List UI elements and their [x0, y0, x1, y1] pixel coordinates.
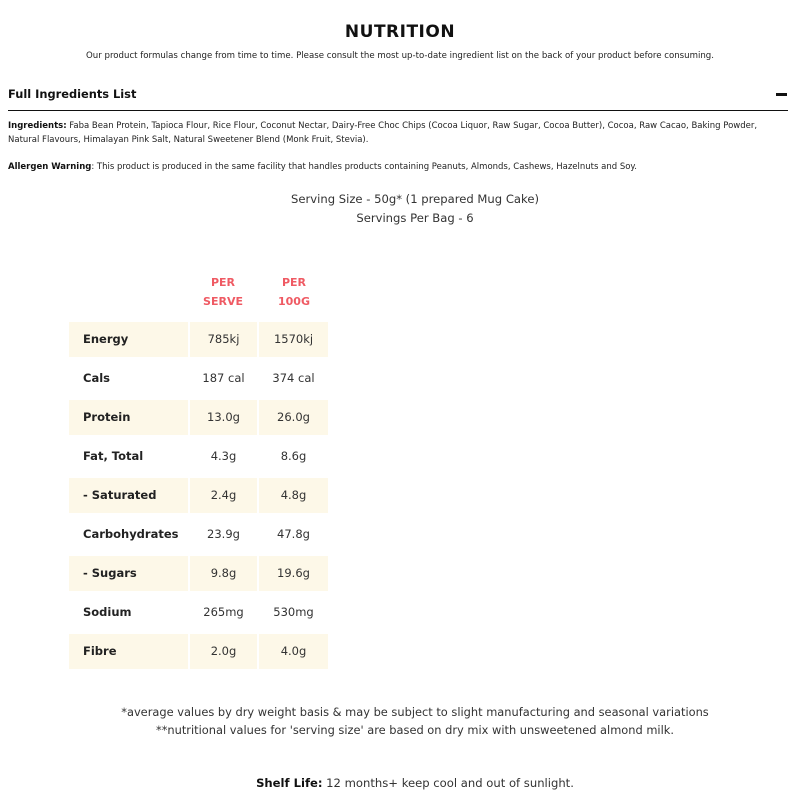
nutrient-name: Carbohydrates	[83, 527, 179, 541]
nutrient-name: - Sugars	[69, 556, 188, 591]
per-serve-value: 785kj	[190, 322, 257, 357]
ingredients-text: Faba Bean Protein, Tapioca Flour, Rice Flour, Coconut Nectar, Dairy-Free Choc Chips (Cocoa Liquor, Raw Sugar, Cocoa Butter), Cocoa, Raw Cacao, Baking Powder, Natural Flavours, Himalayan Pink Salt, Natural Sweetener Blend (Monk Fruit, Stevia).	[8, 121, 758, 145]
per-serve-value: 9.8g	[190, 556, 257, 591]
table-row	[69, 632, 328, 671]
table-row	[69, 359, 328, 398]
per-serve-value: 4.3g	[210, 449, 237, 463]
per-serve-value: 265mg	[203, 605, 244, 619]
column-header-line: 100G	[278, 295, 310, 308]
column-header-per-100g	[259, 273, 329, 311]
table-row	[69, 554, 328, 593]
servings-per-bag: Servings Per Bag - 6	[356, 211, 474, 225]
accordion-title: Full Ingredients List	[8, 87, 137, 101]
table-row	[69, 437, 328, 476]
table-row	[69, 476, 328, 515]
serving-size: Serving Size - 50g* (1 prepared Mug Cake)	[291, 192, 539, 206]
minus-icon[interactable]	[776, 93, 787, 96]
footnote-serving-basis: **nutritional values for 'serving size' are based on dry mix with unsweetened almond milk.	[156, 723, 674, 737]
ingredients-label: Ingredients:	[8, 121, 67, 131]
column-header-line: PER	[281, 276, 307, 289]
formula-disclaimer: Our product formulas change from time to time. Please consult the most up-to-date ingredient list on the back of your product before consuming.	[86, 51, 714, 61]
nutrient-name: Fat, Total	[83, 449, 144, 463]
per-100g-value: 26.0g	[259, 400, 328, 435]
nutrition-table	[69, 320, 328, 671]
column-header-per-serve	[188, 273, 258, 311]
per-serve-value: 187 cal	[202, 371, 245, 385]
allergen-text: : This product is produced in the same facility that handles products containing Peanuts, Almonds, Cashews, Hazelnuts and Soy.	[91, 162, 637, 172]
per-100g-value: 47.8g	[277, 527, 310, 541]
nutrient-name: Energy	[69, 322, 188, 357]
table-row	[69, 593, 328, 632]
per-serve-value: 2.4g	[190, 478, 257, 513]
per-100g-value: 8.6g	[280, 449, 307, 463]
per-100g-value: 19.6g	[259, 556, 328, 591]
allergen-paragraph	[8, 160, 783, 174]
shelf-life-label: Shelf Life:	[256, 776, 323, 790]
nutrient-name: Fibre	[69, 634, 188, 669]
shelf-life-text: 12 months+ keep cool and out of sunlight.	[322, 776, 574, 790]
ingredients-paragraph	[8, 119, 783, 147]
nutrient-name: Protein	[69, 400, 188, 435]
table-row	[69, 515, 328, 554]
column-header-line: SERVE	[203, 295, 243, 308]
per-serve-value: 13.0g	[190, 400, 257, 435]
per-100g-value: 4.8g	[259, 478, 328, 513]
per-100g-value: 4.0g	[259, 634, 328, 669]
nutrient-name: Cals	[83, 371, 110, 385]
table-row	[69, 398, 328, 437]
ingredients-accordion-toggle[interactable]	[8, 84, 788, 111]
per-serve-value: 23.9g	[207, 527, 240, 541]
per-serve-value: 2.0g	[190, 634, 257, 669]
per-100g-value: 1570kj	[259, 322, 328, 357]
shelf-life	[0, 776, 800, 790]
per-100g-value: 374 cal	[272, 371, 315, 385]
page-title: NUTRITION	[344, 22, 456, 42]
footnote-average-values: *average values by dry weight basis & may be subject to slight manufacturing and seasonal variations	[121, 705, 709, 719]
nutrient-name: - Saturated	[69, 478, 188, 513]
nutrient-name: Sodium	[83, 605, 132, 619]
column-header-line: PER	[210, 276, 236, 289]
allergen-label: Allergen Warning	[8, 162, 92, 172]
table-row	[69, 320, 328, 359]
per-100g-value: 530mg	[273, 605, 314, 619]
